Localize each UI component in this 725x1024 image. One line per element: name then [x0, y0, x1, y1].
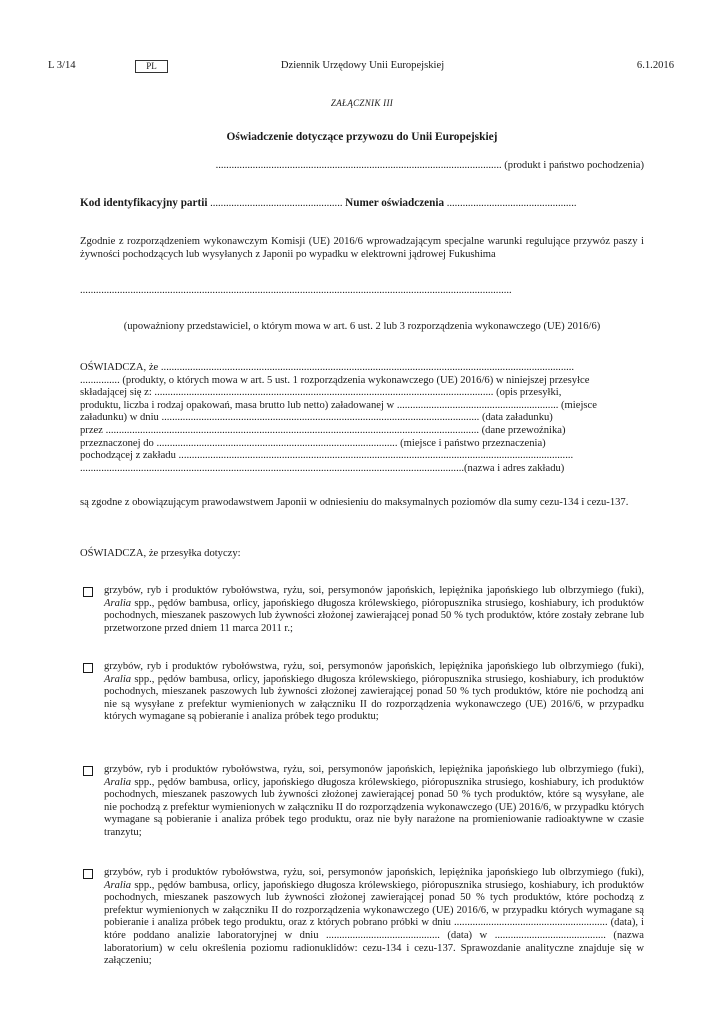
option-text: grzybów, ryb i produktów rybołówstwa, ryżu, soi, persymonów japońskich, lepiężnika japońskiego lub olbrzymiego (fuki), Aralia spp., pędów bambusa, orlicy, japońskiego długosza królewskiego, pióropusznika strusiego, koshiabury, ich produktów pochodnych, mieszanek paszowych lub żywności złożonej zawierającej ponad 50 % tych produktów, które pochodzą z prefektur wymienionych w załączniku II do rozporządzenia wykonawczego (UE) 2016/6, w przypadku których wymagane są pobieranie i analiza próbek tego produktu, oraz z których pobrano próbki w dniu .......................................................... (data), i które poddano analizie laboratoryjnej w dniu ........................................... (data) w .......................................... (nazwa laboratorium) w celu określenia poziomu radionuklidów: cezu-134 i cezu-137. Sprawozdanie analityczne znajduje się w załączeniu; — [104, 867, 644, 967]
page-reference: L 3/14 — [48, 60, 76, 71]
declaration-line: załadunku) w dniu ........................................................................................................................ (data załadunku) — [80, 412, 553, 424]
batch-code-row — [80, 197, 644, 211]
option-text: grzybów, ryb i produktów rybołówstwa, ryżu, soi, persymonów japońskich, lepiężnika japońskiego lub olbrzymiego (fuki), Aralia spp., pędów bambusa, orlicy, japońskiego długosza królewskiego, pióropusznika strusiego, koshiabury, ich produktów pochodnych, mieszanek paszowych lub żywności złożonej zawierającej ponad 50 % tych produktów, które są wysyłane, ale nie pochodzą z prefektur wymienionych w załączniku II do rozporządzenia wykonawczego (UE) 2016/6, w przypadku których wymagane są pobieranie i analiza próbek tego produktu, oraz nie były narażone na promieniowanie radioaktywne w czasie tranzytu; — [104, 764, 644, 838]
consignment-option — [80, 585, 644, 635]
option-checkbox[interactable] — [83, 587, 93, 597]
declaration-line: pochodzącej z zakładu ..................................................................................................................................................... — [80, 450, 574, 462]
consignment-option — [80, 661, 644, 724]
declaration-line: produktu, liczba i rodzaj opakowań, masa brutto lub netto) załadowanej w ............................................................. (miejsce — [80, 399, 597, 411]
regulation-paragraph: Zgodnie z rozporządzeniem wykonawczym Komisji (UE) 2016/6 wprowadzającym specjalne warunki regulujące przywóz paszy i żywności pochodzących lub wysyłanych z Japonii po wypadku w elektrowni jądrowej Fukushima — [80, 236, 644, 260]
annex-heading: ZAŁĄCZNIK III — [330, 98, 394, 108]
product-origin-field: ............................................................................................................ (produkt i państwo pochodzenia) — [215, 160, 644, 171]
declaration-line: OŚWIADCZA, że ............................................................................................................................................................ — [80, 362, 575, 373]
document-title: Oświadczenie dotyczące przywozu do Unii Europejskiej — [226, 131, 498, 143]
declaration-fields — [80, 362, 644, 475]
language-badge: PL — [135, 60, 168, 73]
declaration-line: .................................................................................................................................................(nazwa i adres zakładu) — [80, 462, 565, 474]
option-text: grzybów, ryb i produktów rybołówstwa, ryżu, soi, persymonów japońskich, lepiężnika japońskiego lub olbrzymiego (fuki), Aralia spp., pędów bambusa, orlicy, japońskiego długosza królewskiego, pióropusznika strusiego, koshiabury, ich produktów pochodnych, mieszanek paszowych lub żywności złożonej zawierającej ponad 50 % tych produktów, które zostały zebrane lub przetworzone przed dniem 11 marca 2011 r.; — [104, 585, 644, 634]
declaration-number-dots: ................................................. — [444, 198, 577, 209]
option-text: grzybów, ryb i produktów rybołówstwa, ryżu, soi, persymonów japońskich, lepiężnika japońskiego lub olbrzymiego (fuki), Aralia spp., pędów bambusa, orlicy, japońskiego długosza królewskiego, pióropusznika strusiego, koshiabury, ich produktów pochodnych, mieszanek paszowych lub żywności złożonej zawierającej ponad 50 % tych produktów, które nie pochodzą ani nie są wysyłane z prefektur wymienionych w załączniku II do rozporządzenia wykonawczego (UE) 2016/6, w przypadku których wymagane są pobieranie i analiza próbek tego produktu; — [104, 661, 644, 723]
publication-date: 6.1.2016 — [636, 60, 674, 71]
consignment-option — [80, 764, 644, 840]
declaration-line: przez ............................................................................................................................................. (dane przewoźnika) — [80, 424, 566, 436]
option-checkbox[interactable] — [83, 766, 93, 776]
option-checkbox[interactable] — [83, 663, 93, 673]
declaration-number-label: Numer oświadczenia — [345, 197, 445, 209]
representative-field: ................................................................................................................................................................... — [80, 285, 512, 296]
representative-caption: (upoważniony przedstawiciel, o którym mowa w art. 6 ust. 2 lub 3 rozporządzenia wykonawczego (UE) 2016/6) — [123, 321, 601, 332]
batch-code-dots: .................................................. — [207, 198, 346, 209]
option-checkbox[interactable] — [83, 869, 93, 879]
batch-code-label: Kod identyfikacyjny partii — [80, 197, 208, 209]
declaration-line: przeznaczonej do ........................................................................................... (miejsce i państwo przeznaczenia) — [80, 437, 546, 449]
declaration-line: składającej się z: ................................................................................................................................ (opis przesyłki, — [80, 387, 562, 399]
consignment-heading: OŚWIADCZA, że przesyłka dotyczy: — [80, 548, 241, 559]
consignment-option — [80, 867, 644, 968]
declaration-line: ............... (produkty, o których mowa w art. 5 ust. 1 rozporządzenia wykonawczego (UE) 2016/6) w niniejszej przesyłce — [80, 374, 590, 386]
compliance-statement: są zgodne z obowiązującym prawodawstwem Japonii w odniesieniu do maksymalnych poziomów dla sumy cezu-134 i cezu-137. — [80, 497, 629, 508]
journal-title: Dziennik Urzędowy Unii Europejskiej — [280, 60, 445, 71]
